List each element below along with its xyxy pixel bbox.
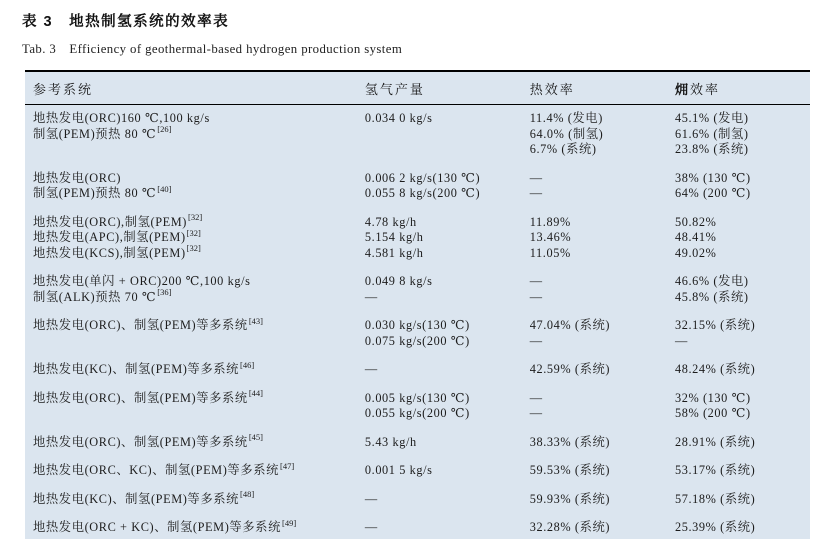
- value-line: 48.41%: [674, 230, 717, 244]
- table-title-cn: 表 3 地热制氢系统的效率表: [22, 14, 230, 30]
- value-line: 50.82%: [674, 214, 717, 229]
- table-row: [25, 429, 810, 458]
- value-line: 58% (200 ℃): [674, 406, 751, 420]
- reference-superscript: [46]: [240, 359, 255, 370]
- system-line: 地热发电(KC)、制氢(PEM)等多系统[48]: [33, 489, 255, 506]
- cell-reference-system: [25, 385, 365, 429]
- col-header-reference-system: 参考系统: [25, 72, 365, 105]
- value-line: 46.6% (发电): [674, 274, 749, 288]
- table-title-en: Tab. 3 Efficiency of geothermal-based hydrogen production system: [22, 42, 403, 56]
- cell-hydrogen-production: [365, 429, 530, 458]
- value-line: 0.006 2 kg/s(130 ℃): [364, 170, 481, 185]
- value-line: 28.91% (系统): [674, 434, 756, 449]
- value-line: —: [529, 170, 543, 185]
- col-header-exergy-efficiency: [675, 72, 810, 105]
- system-line: 地热发电(KCS),制氢(PEM)[32]: [33, 243, 201, 260]
- system-line: 地热发电(ORC)160 ℃,100 kg/s: [33, 111, 210, 125]
- value-line: 38% (130 ℃): [674, 170, 751, 185]
- value-line: 11.4% (发电): [529, 111, 603, 125]
- cell-exergy-efficiency: [675, 268, 810, 312]
- exergy-header-rest: 效率: [689, 82, 720, 97]
- value-line: 11.89%: [529, 214, 571, 229]
- cell-hydrogen-production: [365, 486, 530, 515]
- value-line: —: [529, 186, 543, 200]
- table-row: [25, 268, 810, 312]
- cell-reference-system: [25, 165, 365, 209]
- value-line: 11.05%: [529, 245, 571, 260]
- table-row: [25, 105, 810, 165]
- cell-thermal-efficiency: [530, 105, 675, 165]
- value-line: 57.18% (系统): [674, 491, 756, 506]
- system-line: 地热发电(ORC): [33, 170, 122, 185]
- value-line: —: [674, 333, 688, 348]
- table-row: [25, 514, 810, 539]
- reference-superscript: [32]: [186, 243, 201, 254]
- reference-superscript: [32]: [188, 212, 203, 223]
- value-line: —: [364, 520, 378, 534]
- value-line: 0.034 0 kg/s: [364, 111, 433, 125]
- reference-superscript: [44]: [248, 388, 263, 399]
- system-line: 地热发电(ORC)、制氢(PEM)等多系统[43]: [33, 315, 263, 332]
- cell-thermal-efficiency: [530, 385, 675, 429]
- reference-superscript: [45]: [248, 432, 263, 443]
- system-line: 地热发电(ORC、KC)、制氢(PEM)等多系统[47]: [33, 460, 295, 477]
- reference-superscript: [26]: [157, 124, 172, 135]
- value-line: 0.001 5 kg/s: [364, 463, 433, 477]
- table-header-row: [25, 72, 810, 105]
- cell-thermal-efficiency: [530, 209, 675, 269]
- cell-reference-system: [25, 268, 365, 312]
- cell-exergy-efficiency: [675, 385, 810, 429]
- value-line: 6.7% (系统): [529, 142, 597, 156]
- cell-exergy-efficiency: [675, 457, 810, 486]
- cell-reference-system: [25, 486, 365, 515]
- cell-exergy-efficiency: [675, 429, 810, 458]
- table-row: [25, 356, 810, 385]
- system-line: 地热发电(单闪 + ORC)200 ℃,100 kg/s: [33, 274, 251, 288]
- reference-superscript: [49]: [281, 517, 297, 528]
- table-row: [25, 165, 810, 209]
- cell-hydrogen-production: [365, 105, 530, 165]
- value-line: 13.46%: [529, 230, 572, 244]
- system-line: 地热发电(KC)、制氢(PEM)等多系统[46]: [33, 359, 255, 376]
- system-line: 地热发电(ORC + KC)、制氢(PEM)等多系统[49]: [33, 517, 297, 534]
- cell-exergy-efficiency: [675, 312, 810, 356]
- col-header-thermal-efficiency: 热效率: [530, 72, 675, 105]
- cell-reference-system: [25, 105, 365, 165]
- cell-thermal-efficiency: [530, 356, 675, 385]
- col-header-hydrogen-production: 氢气产量: [365, 72, 530, 105]
- value-line: 4.581 kg/h: [364, 245, 424, 260]
- value-line: —: [529, 274, 543, 288]
- reference-superscript: [43]: [248, 315, 263, 326]
- table-row: [25, 457, 810, 486]
- value-line: —: [364, 362, 378, 376]
- reference-superscript: [36]: [157, 287, 172, 298]
- system-line: 地热发电(APC),制氢(PEM)[32]: [33, 227, 201, 244]
- cell-exergy-efficiency: [675, 165, 810, 209]
- table-row: [25, 312, 810, 356]
- cell-hydrogen-production: [365, 268, 530, 312]
- value-line: 32% (130 ℃): [674, 390, 751, 405]
- value-line: 59.93% (系统): [529, 491, 611, 506]
- value-line: 5.154 kg/h: [364, 230, 424, 244]
- value-line: 64.0% (制氢): [529, 126, 604, 141]
- cell-exergy-efficiency: [675, 209, 810, 269]
- cell-exergy-efficiency: [675, 105, 810, 165]
- value-line: 32.28% (系统): [529, 520, 611, 534]
- system-line: 地热发电(ORC)、制氢(PEM)等多系统[45]: [33, 432, 263, 449]
- table-row: [25, 385, 810, 429]
- reference-superscript: [40]: [157, 183, 172, 194]
- cell-thermal-efficiency: [530, 165, 675, 209]
- cell-exergy-efficiency: [675, 486, 810, 515]
- system-line: 制氢(PEM)预热 80 ℃[26]: [33, 124, 172, 141]
- reference-superscript: [47]: [280, 460, 295, 471]
- efficiency-table-grid: [25, 72, 810, 539]
- cell-hydrogen-production: [365, 457, 530, 486]
- exergy-character: 㶲: [674, 82, 690, 97]
- value-line: 59.53% (系统): [529, 463, 611, 477]
- value-line: —: [529, 390, 543, 405]
- value-line: 42.59% (系统): [529, 362, 611, 376]
- value-line: 25.39% (系统): [674, 520, 756, 534]
- value-line: —: [364, 491, 378, 506]
- efficiency-table: [25, 70, 810, 539]
- table-body: [25, 105, 810, 539]
- value-line: 45.8% (系统): [674, 289, 749, 304]
- cell-exergy-efficiency: [675, 514, 810, 539]
- table-row: [25, 486, 810, 515]
- system-line: 制氢(PEM)预热 80 ℃[40]: [33, 183, 172, 200]
- value-line: 53.17% (系统): [674, 463, 756, 477]
- value-line: 64% (200 ℃): [674, 186, 751, 200]
- system-line: 地热发电(ORC)、制氢(PEM)等多系统[44]: [33, 388, 263, 405]
- cell-exergy-efficiency: [675, 356, 810, 385]
- value-line: 0.049 8 kg/s: [364, 274, 433, 288]
- value-line: 5.43 kg/h: [364, 434, 417, 449]
- system-line: 地热发电(ORC),制氢(PEM)[32]: [33, 212, 203, 229]
- cell-hydrogen-production: [365, 356, 530, 385]
- value-line: 32.15% (系统): [674, 318, 756, 332]
- value-line: 61.6% (制氢): [674, 126, 749, 141]
- cell-reference-system: [25, 514, 365, 539]
- cell-thermal-efficiency: [530, 312, 675, 356]
- value-line: 49.02%: [674, 245, 717, 260]
- value-line: —: [529, 333, 543, 348]
- value-line: —: [529, 289, 543, 304]
- cell-reference-system: [25, 209, 365, 269]
- system-line: 制氢(ALK)预热 70 ℃[36]: [33, 287, 172, 304]
- value-line: 4.78 kg/h: [364, 214, 417, 229]
- cell-thermal-efficiency: [530, 457, 675, 486]
- value-line: 0.055 kg/s(200 ℃): [364, 406, 470, 420]
- value-line: 0.075 kg/s(200 ℃): [364, 333, 470, 348]
- cell-thermal-efficiency: [530, 429, 675, 458]
- value-line: —: [529, 406, 543, 420]
- cell-thermal-efficiency: [530, 268, 675, 312]
- reference-superscript: [32]: [186, 227, 201, 238]
- cell-thermal-efficiency: [530, 514, 675, 539]
- cell-reference-system: [25, 457, 365, 486]
- cell-hydrogen-production: [365, 312, 530, 356]
- value-line: 0.055 8 kg/s(200 ℃): [364, 186, 481, 200]
- value-line: 0.005 kg/s(130 ℃): [364, 390, 470, 405]
- value-line: 48.24% (系统): [674, 362, 756, 376]
- cell-reference-system: [25, 312, 365, 356]
- table-row: [25, 209, 810, 269]
- value-line: 45.1% (发电): [674, 111, 749, 125]
- value-line: 23.8% (系统): [674, 142, 749, 156]
- cell-hydrogen-production: [365, 165, 530, 209]
- cell-hydrogen-production: [365, 514, 530, 539]
- value-line: —: [364, 289, 378, 304]
- value-line: 0.030 kg/s(130 ℃): [364, 318, 470, 332]
- cell-reference-system: [25, 429, 365, 458]
- reference-superscript: [48]: [240, 489, 255, 500]
- value-line: 38.33% (系统): [529, 434, 611, 449]
- cell-hydrogen-production: [365, 209, 530, 269]
- cell-reference-system: [25, 356, 365, 385]
- value-line: 47.04% (系统): [529, 318, 611, 332]
- cell-hydrogen-production: [365, 385, 530, 429]
- cell-thermal-efficiency: [530, 486, 675, 515]
